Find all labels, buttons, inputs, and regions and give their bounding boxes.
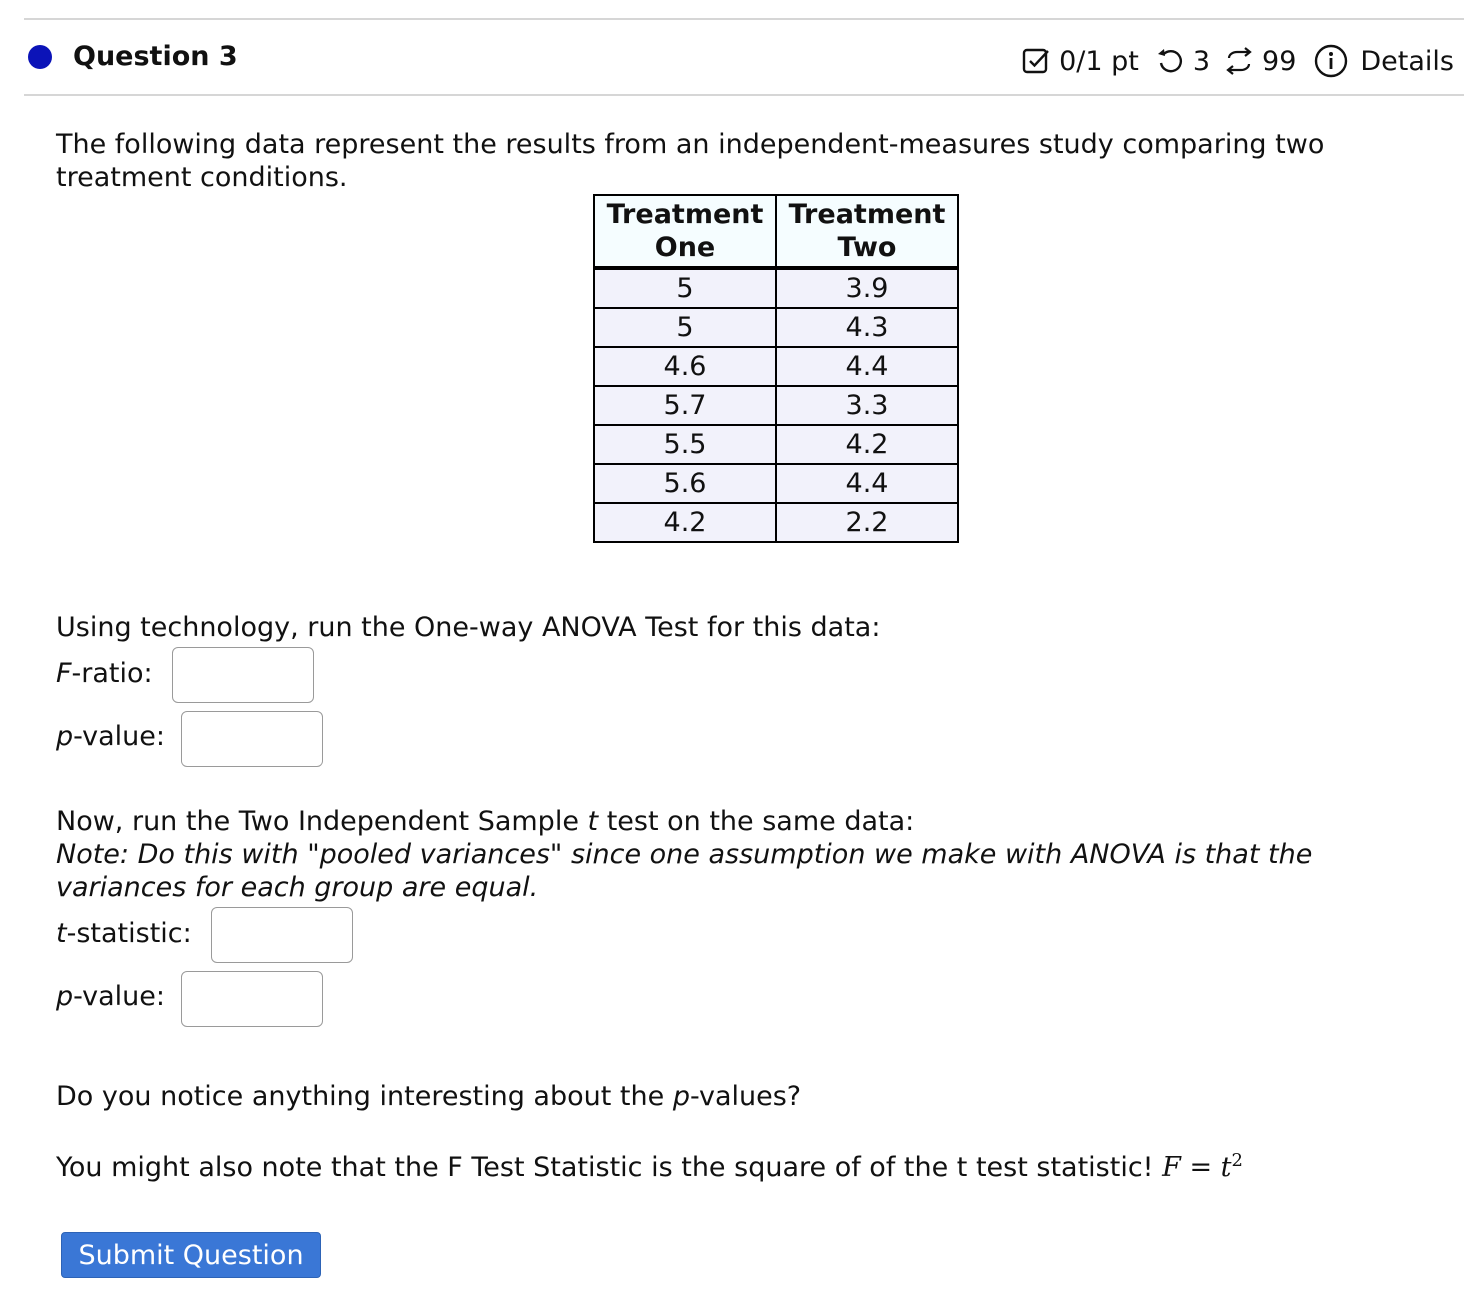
score-text: 0/1 pt: [1059, 45, 1139, 77]
p-label-rest: -value:: [73, 981, 166, 1012]
ttest-p-value-label: [56, 981, 165, 1012]
checkbox-icon: [1021, 46, 1051, 76]
followup-pre: Do you notice anything interesting about the: [56, 1081, 673, 1112]
table-cell: 5.5: [594, 425, 776, 464]
remark-text: You might also note that the F Test Statistic is the square of of the t test statistic!: [56, 1152, 1154, 1183]
anova-p-value-input[interactable]: [181, 711, 323, 767]
formula-eq: =: [1189, 1152, 1213, 1183]
retry-icon[interactable]: [1155, 46, 1185, 76]
question-title: Question 3: [73, 41, 238, 72]
header-line: One: [654, 232, 716, 263]
formula: [1162, 1152, 1243, 1183]
attempts-icon: [1224, 46, 1254, 76]
table-cell: 5: [594, 268, 776, 308]
submit-question-button[interactable]: Submit Question: [61, 1232, 321, 1278]
table-cell: 3.9: [776, 268, 958, 308]
t-var: t: [56, 918, 67, 949]
table-row: [594, 425, 958, 464]
anova-prompt: Using technology, run the One-way ANOVA Test for this data:: [56, 612, 881, 643]
header-line: Treatment: [788, 199, 946, 230]
table-cell: 4.4: [776, 464, 958, 503]
followup-post: -values?: [689, 1081, 802, 1112]
pooled-variance-note: Note: Do this with "pooled variances" since one assumption we make with ANOVA is that the variances for each group are equal.: [56, 839, 1313, 903]
p-var: p: [56, 721, 74, 752]
details-link[interactable]: Details: [1360, 45, 1454, 77]
table-row: [594, 347, 958, 386]
f-ratio-label: [56, 658, 153, 689]
table-header: [776, 195, 958, 268]
ttest-prompt-post: test on the same data:: [598, 806, 915, 837]
info-icon[interactable]: [1314, 44, 1348, 78]
table-cell: 5: [594, 308, 776, 347]
table-cell: 5.6: [594, 464, 776, 503]
table-cell: 4.6: [594, 347, 776, 386]
f-var: F: [56, 658, 72, 689]
p-var: p: [56, 981, 74, 1012]
question-header: [0, 20, 1464, 94]
ttest-prompt-pre: Now, run the Two Independent Sample: [56, 806, 588, 837]
ttest-prompt: [56, 805, 914, 838]
table-cell: 4.4: [776, 347, 958, 386]
table-cell: 4.2: [776, 425, 958, 464]
t-statistic-input[interactable]: [211, 907, 353, 963]
t-statistic-label: [56, 918, 192, 949]
table-row: [594, 386, 958, 425]
question-status-dot: [28, 45, 52, 69]
retries-count: 3: [1192, 45, 1211, 77]
t-var: t: [587, 806, 599, 837]
p-label-rest: -value:: [73, 721, 166, 752]
attempts-count: 99: [1262, 45, 1297, 77]
ttest-p-value-input[interactable]: [181, 971, 323, 1027]
intro-text: The following data represent the results from an independent-measures study comparing two treatment conditions.: [56, 129, 1325, 193]
table-cell: 4.3: [776, 308, 958, 347]
formula-rhs: t: [1220, 1152, 1232, 1183]
f-label-rest: -ratio:: [71, 658, 153, 689]
anova-p-value-label: [56, 721, 165, 752]
data-table: [593, 194, 959, 543]
header-line: Two: [837, 232, 897, 263]
table-cell: 5.7: [594, 386, 776, 425]
table-row: [594, 268, 958, 308]
f-ratio-input[interactable]: [172, 647, 314, 703]
followup-remark: [56, 1144, 1243, 1184]
table-cell: 2.2: [776, 503, 958, 542]
p-var: p: [672, 1081, 690, 1112]
table-cell: 4.2: [594, 503, 776, 542]
table-row: [594, 464, 958, 503]
table-cell: 3.3: [776, 386, 958, 425]
table-header: [594, 195, 776, 268]
table-row: [594, 503, 958, 542]
t-label-rest: -statistic:: [66, 918, 192, 949]
formula-lhs: F: [1162, 1152, 1181, 1183]
header-line: Treatment: [606, 199, 764, 230]
header-divider: [24, 94, 1464, 96]
followup-question: [56, 1080, 801, 1113]
formula-exponent: 2: [1231, 1150, 1243, 1171]
question-meta: [1021, 44, 1454, 78]
table-row: [594, 308, 958, 347]
